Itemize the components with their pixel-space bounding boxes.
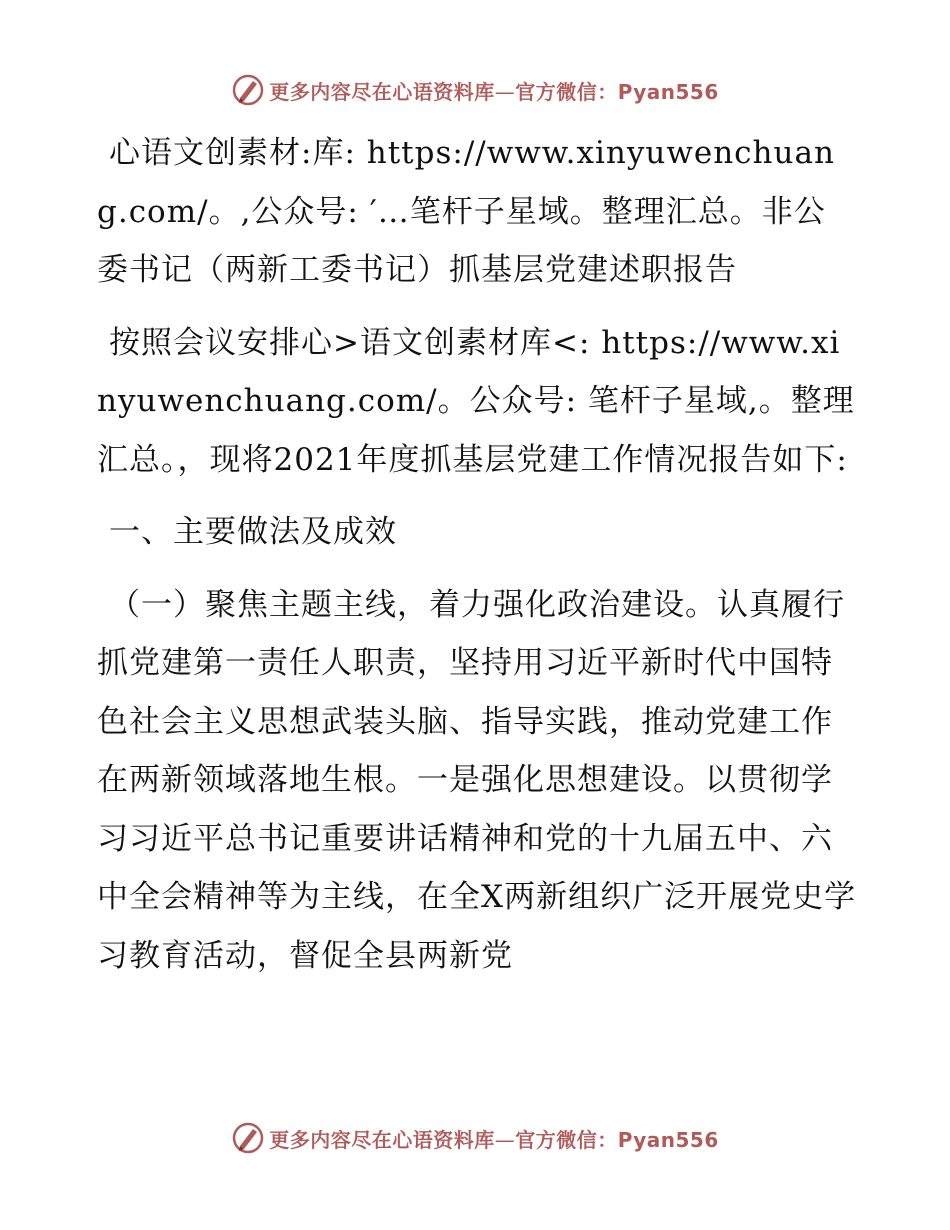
watermark-wechat-id: Pyan556 <box>617 79 719 104</box>
section-heading: 一、主要做法及成效 <box>109 514 397 550</box>
watermark-slogan: 更多内容尽在心语资料库 <box>269 79 495 104</box>
watermark-text <box>269 1124 719 1153</box>
watermark-wechat-label: 官方微信： <box>515 79 618 104</box>
paragraph-body: （一）聚焦主题主线，着力强化政治建设。认真履行抓党建第一责任人职责，坚持用习近平新时代中国特色社会主义思想武装头脑、指导实践，推动党建工作在两新领域落地生根。一是强化思想建设。以贯彻学习习近平总书记重要讲话精神和党的十九届五中、六中全会精神等为主线，在全X两新组织广泛开展党史学习教育活动，督促全县两新党 <box>97 586 857 974</box>
watermark-banner-top <box>0 70 950 110</box>
watermark-text <box>269 76 719 105</box>
document-body <box>97 124 857 999</box>
watermark-slogan: 更多内容尽在心语资料库 <box>269 1127 495 1152</box>
paragraph-title: 心语文创素材:库: https://www.xinyuwenchuang.com/。,公众号: ′…笔杆子星域。整理汇总。非公委书记（两新工委书记）抓基层党建述职报告 <box>97 135 835 288</box>
paragraph-intro: 按照会议安排心>语文创素材库<: https://www.xinyuwenchuang.com/。公众号: 笔杆子星域,。整理汇总。，现将2021年度抓基层党建工作情况报告如下: <box>97 324 855 478</box>
pen-logo-icon <box>231 1121 265 1155</box>
pen-logo-icon <box>231 73 265 107</box>
watermark-separator: — <box>494 1127 516 1152</box>
watermark-wechat-id: Pyan556 <box>617 1127 719 1152</box>
watermark-wechat-label: 官方微信： <box>515 1127 618 1152</box>
watermark-separator: — <box>494 79 516 104</box>
watermark-banner-bottom <box>0 1118 950 1158</box>
